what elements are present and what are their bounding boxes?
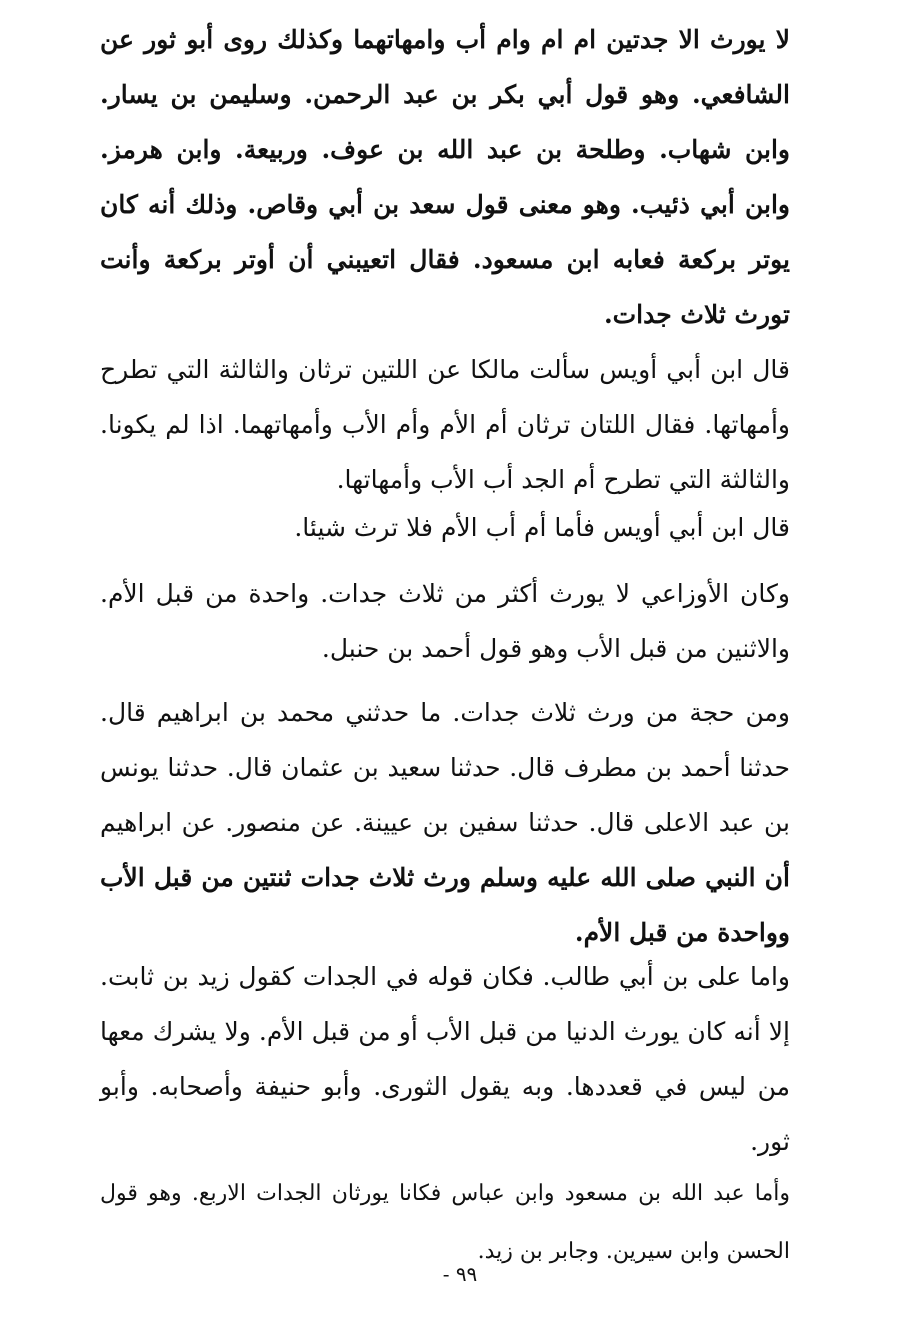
paragraph-5 bbox=[100, 685, 790, 960]
page-number: - ٩٩ bbox=[442, 1262, 478, 1286]
paragraph-4 bbox=[100, 566, 790, 676]
paragraph-1 bbox=[100, 12, 790, 342]
paragraph-6 bbox=[100, 949, 790, 1169]
paragraph-5-hadith-bold: أن النبي صلى الله عليه وسلم ورث ثلاث جدات ثنتين من قبل الأب وواحدة من قبل الأم. bbox=[100, 863, 790, 947]
paragraph-2 bbox=[100, 342, 790, 507]
paragraph-1-text: لا يورث الا جدتين ام ام وام أب وامهاتهما وكذلك روى أبو ثور عن الشافعي. وهو قول أبي بكر بن عبد الرحمن. وسليمن بن يسار. وابن شهاب. وطلحة بن عبد الله بن عوف. وربيعة. وابن هرمز. وابن أبي ذئيب. وهو معنى قول سعد بن أبي وقاص. وذلك أنه كان يوتر بركعة فعابه ابن مسعود. فقال اتعيبني أن أوتر بركعة وأنت تورث ثلاث جدات. bbox=[100, 25, 790, 329]
paragraph-4-text: وكان الأوزاعي لا يورث أكثر من ثلاث جدات. واحدة من قبل الأم. والاثنين من قبل الأب وهو قول أحمد بن حنبل. bbox=[100, 579, 790, 663]
paragraph-7-text: وأما عبد الله بن مسعود وابن عباس فكانا يورثان الجدات الاربع. وهو قول الحسن وابن سيرين. وجابر بن زيد. bbox=[100, 1181, 790, 1264]
paragraph-6-text: واما على بن أبي طالب. فكان قوله في الجدات كقول زيد بن ثابت. إلا أنه كان يورث الدنيا من قبل الأب أو من قبل الأم. ولا يشرك معها من ليس في قعددها. وبه يقول الثورى. وأبو حنيفة وأصحابه. وأبو ثور. bbox=[100, 962, 790, 1156]
paragraph-2-text: قال ابن أبي أويس سألت مالكا عن اللتين ترثان والثالثة التي تطرح وأمهاتها. فقال اللتان ترثان أم الأم وأم الأب وأمهاتهما. اذا لم يكونا. والثالثة التي تطرح أم الجد أب الأب وأمهاتها. bbox=[100, 355, 790, 494]
paragraph-3 bbox=[100, 500, 790, 555]
paragraph-3-text: قال ابن أبي أويس فأما أم أب الأم فلا ترث شيئا. bbox=[294, 513, 790, 542]
paragraph-5-text: ومن حجة من ورث ثلاث جدات. ما حدثني محمد بن ابراهيم قال. حدثنا أحمد بن مطرف قال. حدثنا سعيد بن عثمان قال. حدثنا يونس بن عبد الاعلى قال. حدثنا سفين بن عيينة. عن منصور. عن ابراهيم bbox=[100, 698, 790, 837]
